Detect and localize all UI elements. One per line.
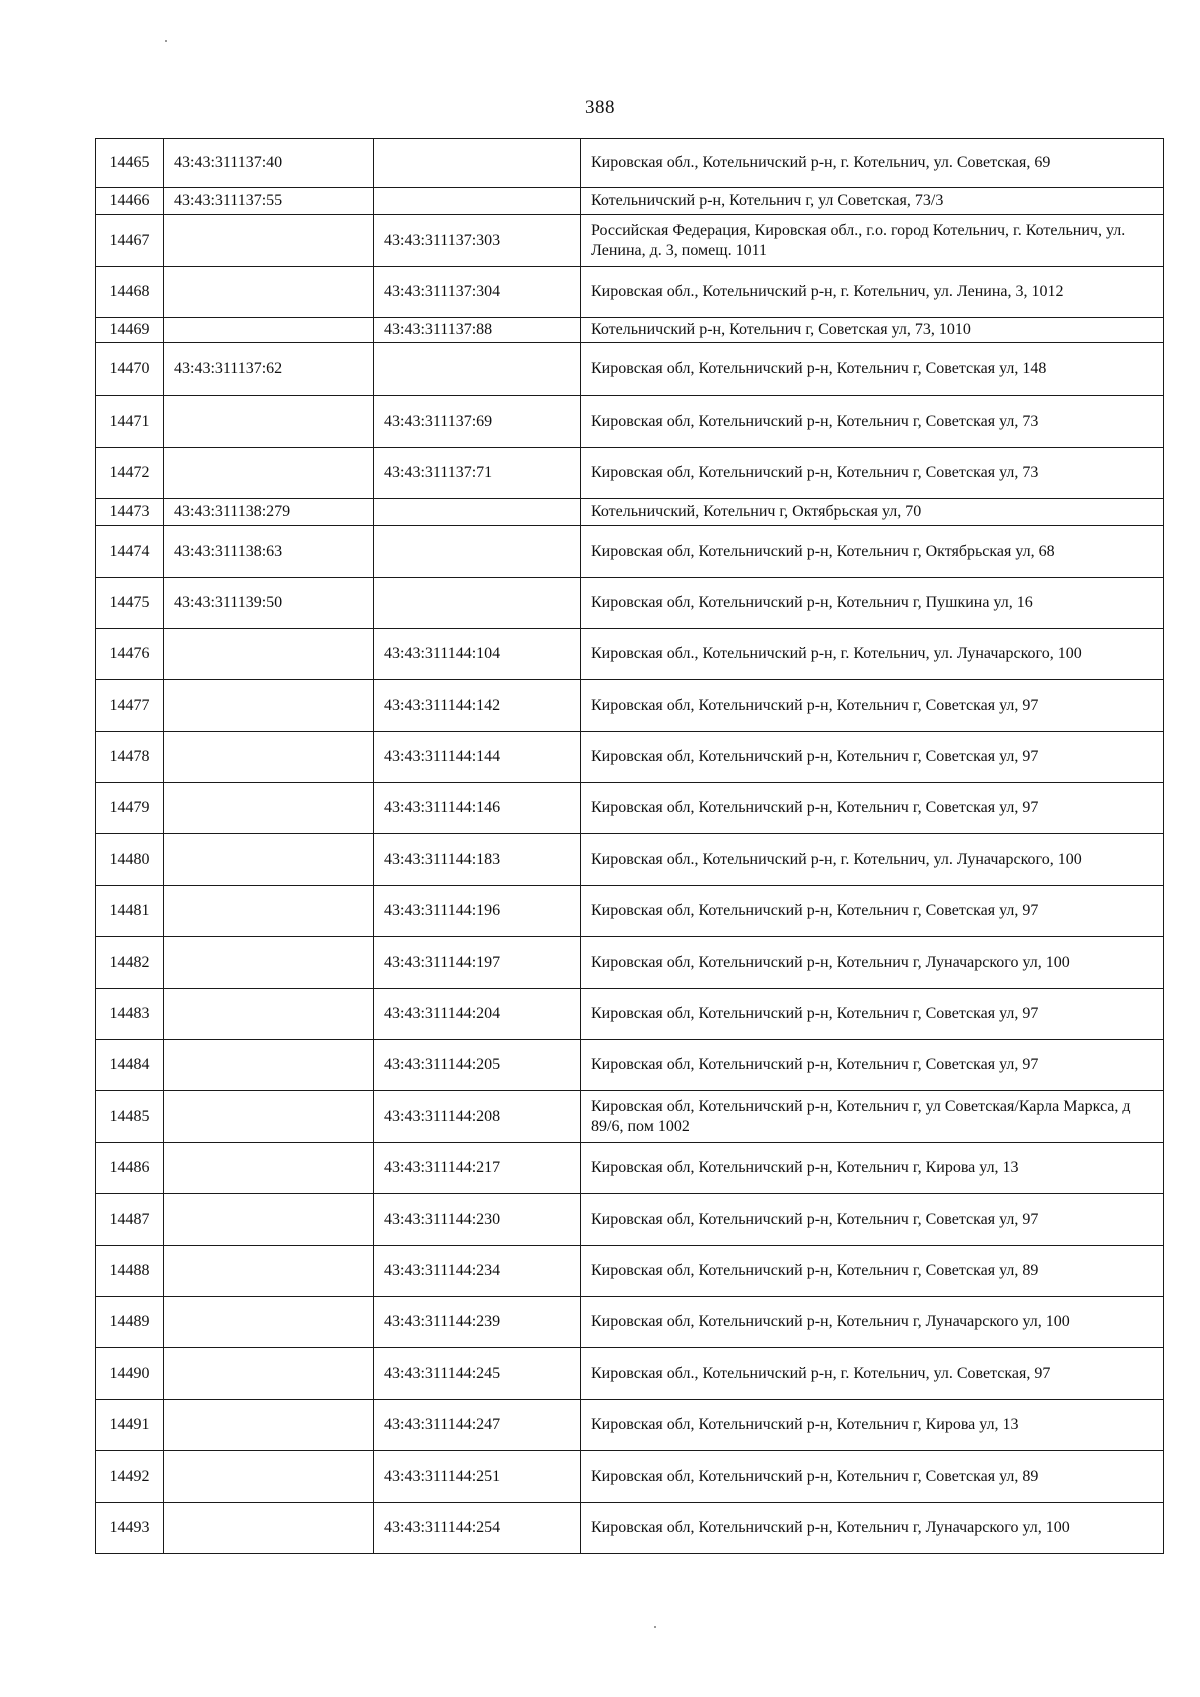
- row-number-cell: 14492: [96, 1451, 164, 1503]
- address-cell: Кировская обл., Котельничский р-н, г. Котельнич, ул. Луначарского, 100: [581, 834, 1164, 886]
- cadastral-number-cell: [164, 1400, 374, 1451]
- address-cell: Кировская обл, Котельничский р-н, Котельнич г, Советская ул, 97: [581, 732, 1164, 783]
- row-number-cell: 14480: [96, 834, 164, 886]
- related-cadastral-number-cell: [374, 526, 581, 578]
- address-cell: Котельничский р-н, Котельнич г, ул Советская, 73/3: [581, 188, 1164, 215]
- table-row: [96, 989, 1164, 1040]
- related-cadastral-number-cell: 43:43:311144:104: [374, 629, 581, 680]
- related-cadastral-number-cell: [374, 343, 581, 396]
- cadastral-number-cell: [164, 1246, 374, 1297]
- cadastral-number-cell: [164, 989, 374, 1040]
- cadastral-number-cell: [164, 783, 374, 834]
- row-number-cell: 14486: [96, 1143, 164, 1194]
- related-cadastral-number-cell: 43:43:311144:251: [374, 1451, 581, 1503]
- related-cadastral-number-cell: 43:43:311144:230: [374, 1194, 581, 1246]
- address-cell: Кировская обл, Котельничский р-н, Котельнич г, Советская ул, 73: [581, 448, 1164, 499]
- related-cadastral-number-cell: [374, 139, 581, 188]
- row-number-cell: 14468: [96, 267, 164, 318]
- address-cell: Кировская обл, Котельничский р-н, Котельнич г, Луначарского ул, 100: [581, 937, 1164, 989]
- row-number-cell: 14472: [96, 448, 164, 499]
- address-cell: Кировская обл, Котельничский р-н, Котельнич г, Советская ул, 97: [581, 886, 1164, 937]
- cadastral-number-cell: 43:43:311138:63: [164, 526, 374, 578]
- row-number-cell: 14470: [96, 343, 164, 396]
- table-row: [96, 834, 1164, 886]
- related-cadastral-number-cell: 43:43:311144:245: [374, 1348, 581, 1400]
- registry-table-body: [96, 139, 1164, 1554]
- address-cell: Кировская обл, Котельничский р-н, Котельнич г, Советская ул, 97: [581, 989, 1164, 1040]
- table-row: [96, 886, 1164, 937]
- table-row: [96, 1091, 1164, 1143]
- address-cell: Котельничский р-н, Котельнич г, Советская ул, 73, 1010: [581, 318, 1164, 343]
- cadastral-number-cell: [164, 1194, 374, 1246]
- cadastral-number-cell: [164, 1143, 374, 1194]
- related-cadastral-number-cell: 43:43:311137:304: [374, 267, 581, 318]
- table-row: [96, 526, 1164, 578]
- related-cadastral-number-cell: 43:43:311144:142: [374, 680, 581, 732]
- row-number-cell: 14487: [96, 1194, 164, 1246]
- related-cadastral-number-cell: 43:43:311144:205: [374, 1040, 581, 1091]
- cadastral-number-cell: [164, 318, 374, 343]
- address-cell: Кировская обл, Котельничский р-н, Котельнич г, Советская ул, 97: [581, 1194, 1164, 1246]
- table-row: [96, 1503, 1164, 1554]
- address-cell: Кировская обл, Котельничский р-н, Котельнич г, Советская ул, 97: [581, 1040, 1164, 1091]
- address-cell: Российская Федерация, Кировская обл., г.о. город Котельнич, г. Котельнич, ул. Ленина, д. 3, помещ. 1011: [581, 215, 1164, 267]
- cadastral-number-cell: [164, 215, 374, 267]
- table-row: [96, 937, 1164, 989]
- cadastral-number-cell: [164, 448, 374, 499]
- row-number-cell: 14469: [96, 318, 164, 343]
- table-row: [96, 1297, 1164, 1348]
- related-cadastral-number-cell: 43:43:311144:254: [374, 1503, 581, 1554]
- related-cadastral-number-cell: 43:43:311137:69: [374, 396, 581, 448]
- table-row: [96, 1348, 1164, 1400]
- cadastral-number-cell: 43:43:311137:55: [164, 188, 374, 215]
- cadastral-number-cell: 43:43:311138:279: [164, 499, 374, 526]
- address-cell: Кировская обл, Котельничский р-н, Котельнич г, ул Советская/Карла Маркса, д 89/6, пом 1002: [581, 1091, 1164, 1143]
- row-number-cell: 14479: [96, 783, 164, 834]
- cadastral-number-cell: [164, 629, 374, 680]
- address-cell: Кировская обл, Котельничский р-н, Котельнич г, Кирова ул, 13: [581, 1143, 1164, 1194]
- table-row: [96, 396, 1164, 448]
- row-number-cell: 14476: [96, 629, 164, 680]
- address-cell: Кировская обл, Котельничский р-н, Котельнич г, Советская ул, 97: [581, 680, 1164, 732]
- address-cell: Кировская обл, Котельничский р-н, Котельнич г, Октябрьская ул, 68: [581, 526, 1164, 578]
- address-cell: Кировская обл., Котельничский р-н, г. Котельнич, ул. Советская, 97: [581, 1348, 1164, 1400]
- related-cadastral-number-cell: 43:43:311137:303: [374, 215, 581, 267]
- row-number-cell: 14473: [96, 499, 164, 526]
- row-number-cell: 14481: [96, 886, 164, 937]
- row-number-cell: 14491: [96, 1400, 164, 1451]
- address-cell: Кировская обл, Котельничский р-н, Котельнич г, Луначарского ул, 100: [581, 1297, 1164, 1348]
- related-cadastral-number-cell: 43:43:311144:208: [374, 1091, 581, 1143]
- cadastral-number-cell: 43:43:311137:62: [164, 343, 374, 396]
- row-number-cell: 14465: [96, 139, 164, 188]
- address-cell: Кировская обл, Котельничский р-н, Котельнич г, Пушкина ул, 16: [581, 578, 1164, 629]
- table-row: [96, 1246, 1164, 1297]
- related-cadastral-number-cell: 43:43:311144:146: [374, 783, 581, 834]
- cadastral-number-cell: [164, 1348, 374, 1400]
- table-row: [96, 318, 1164, 343]
- related-cadastral-number-cell: 43:43:311137:71: [374, 448, 581, 499]
- row-number-cell: 14493: [96, 1503, 164, 1554]
- address-cell: Кировская обл, Котельничский р-н, Котельнич г, Луначарского ул, 100: [581, 1503, 1164, 1554]
- row-number-cell: 14484: [96, 1040, 164, 1091]
- cadastral-number-cell: 43:43:311137:40: [164, 139, 374, 188]
- related-cadastral-number-cell: 43:43:311144:234: [374, 1246, 581, 1297]
- row-number-cell: 14475: [96, 578, 164, 629]
- row-number-cell: 14482: [96, 937, 164, 989]
- table-row: [96, 680, 1164, 732]
- related-cadastral-number-cell: 43:43:311137:88: [374, 318, 581, 343]
- address-cell: Кировская обл., Котельничский р-н, г. Котельнич, ул. Луначарского, 100: [581, 629, 1164, 680]
- address-cell: Кировская обл., Котельничский р-н, г. Котельнич, ул. Ленина, 3, 1012: [581, 267, 1164, 318]
- row-number-cell: 14474: [96, 526, 164, 578]
- scan-speck: [165, 40, 167, 42]
- related-cadastral-number-cell: 43:43:311144:183: [374, 834, 581, 886]
- table-row: [96, 343, 1164, 396]
- related-cadastral-number-cell: [374, 578, 581, 629]
- table-row: [96, 188, 1164, 215]
- address-cell: Кировская обл, Котельничский р-н, Котельнич г, Кирова ул, 13: [581, 1400, 1164, 1451]
- related-cadastral-number-cell: 43:43:311144:197: [374, 937, 581, 989]
- cadastral-number-cell: [164, 680, 374, 732]
- cadastral-number-cell: [164, 267, 374, 318]
- cadastral-number-cell: [164, 886, 374, 937]
- related-cadastral-number-cell: 43:43:311144:217: [374, 1143, 581, 1194]
- related-cadastral-number-cell: 43:43:311144:196: [374, 886, 581, 937]
- row-number-cell: 14488: [96, 1246, 164, 1297]
- table-row: [96, 1400, 1164, 1451]
- table-row: [96, 1143, 1164, 1194]
- cadastral-number-cell: [164, 732, 374, 783]
- scan-speck: [654, 1626, 656, 1628]
- related-cadastral-number-cell: 43:43:311144:204: [374, 989, 581, 1040]
- cadastral-number-cell: [164, 1040, 374, 1091]
- row-number-cell: 14466: [96, 188, 164, 215]
- cadastral-number-cell: [164, 834, 374, 886]
- related-cadastral-number-cell: 43:43:311144:239: [374, 1297, 581, 1348]
- address-cell: Котельничский, Котельнич г, Октябрьская ул, 70: [581, 499, 1164, 526]
- table-row: [96, 629, 1164, 680]
- row-number-cell: 14489: [96, 1297, 164, 1348]
- address-cell: Кировская обл, Котельничский р-н, Котельнич г, Советская ул, 73: [581, 396, 1164, 448]
- related-cadastral-number-cell: 43:43:311144:247: [374, 1400, 581, 1451]
- cadastral-number-cell: [164, 396, 374, 448]
- address-cell: Кировская обл., Котельничский р-н, г. Котельнич, ул. Советская, 69: [581, 139, 1164, 188]
- page-number: 388: [585, 97, 615, 118]
- table-row: [96, 267, 1164, 318]
- related-cadastral-number-cell: 43:43:311144:144: [374, 732, 581, 783]
- cadastral-number-cell: [164, 937, 374, 989]
- row-number-cell: 14471: [96, 396, 164, 448]
- row-number-cell: 14477: [96, 680, 164, 732]
- table-row: [96, 1040, 1164, 1091]
- cadastral-number-cell: [164, 1297, 374, 1348]
- table-row: [96, 139, 1164, 188]
- cadastral-number-cell: [164, 1451, 374, 1503]
- address-cell: Кировская обл, Котельничский р-н, Котельнич г, Советская ул, 148: [581, 343, 1164, 396]
- related-cadastral-number-cell: [374, 188, 581, 215]
- cadastral-number-cell: [164, 1091, 374, 1143]
- table-row: [96, 1194, 1164, 1246]
- table-row: [96, 1451, 1164, 1503]
- table-row: [96, 215, 1164, 267]
- table-row: [96, 732, 1164, 783]
- row-number-cell: 14483: [96, 989, 164, 1040]
- address-cell: Кировская обл, Котельничский р-н, Котельнич г, Советская ул, 89: [581, 1451, 1164, 1503]
- address-cell: Кировская обл, Котельничский р-н, Котельнич г, Советская ул, 89: [581, 1246, 1164, 1297]
- row-number-cell: 14478: [96, 732, 164, 783]
- registry-table: [95, 138, 1164, 1554]
- cadastral-number-cell: [164, 1503, 374, 1554]
- row-number-cell: 14485: [96, 1091, 164, 1143]
- table-row: [96, 578, 1164, 629]
- table-row: [96, 499, 1164, 526]
- related-cadastral-number-cell: [374, 499, 581, 526]
- cadastral-number-cell: 43:43:311139:50: [164, 578, 374, 629]
- table-row: [96, 448, 1164, 499]
- row-number-cell: 14490: [96, 1348, 164, 1400]
- row-number-cell: 14467: [96, 215, 164, 267]
- table-row: [96, 783, 1164, 834]
- address-cell: Кировская обл, Котельничский р-н, Котельнич г, Советская ул, 97: [581, 783, 1164, 834]
